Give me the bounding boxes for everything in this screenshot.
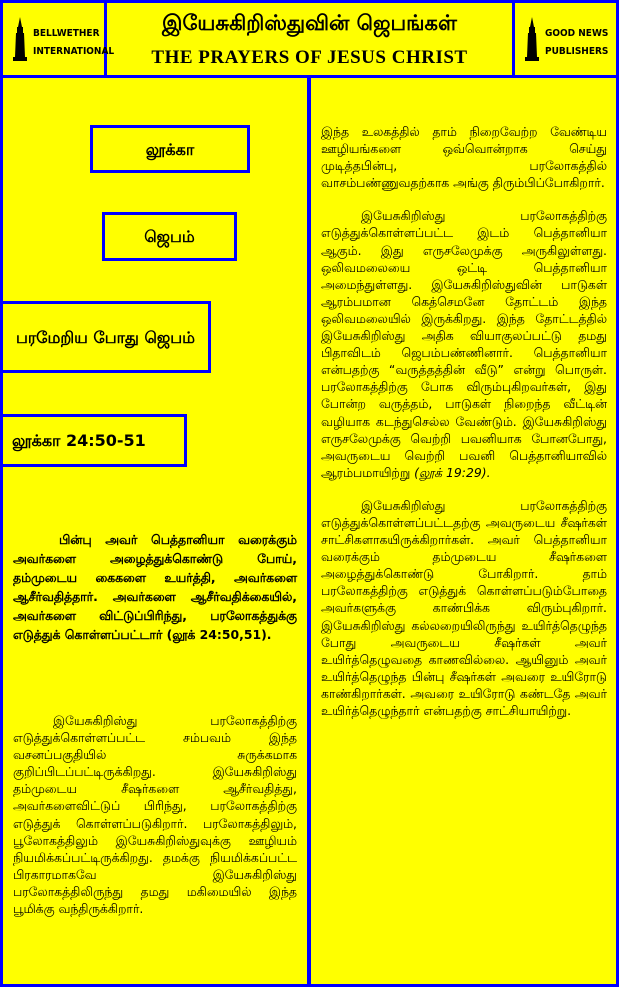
right-paragraph-2-text: இயேசுகிறிஸ்து பரலோகத்திற்கு எடுத்துக்கொள்ளப்பட்ட இடம் பெத்தானியா ஆகும். இது எருசலேமுக்கு அருகிலுள்ளது. ஒலிவமலையை ஒட்டி பெத்தானியா அமைந்துள்ளது. இயேசுகிறிஸ்துவின் பாடுகள் ஆரம்பமான கெத்செமனே தோட்டம் இந்த ஒலிவமலையில் இருக்கிறது. இந்த தோட்டத்தில் இயேசுகிறிஸ்து அதிக வியாகுலப்பட்டு தமது பிதாவிடம் ஜெபம்பண்ணினார். பெத்தானியா என்பதற்கு “வருத்தத்தின் வீடு” என்று பொருள். பரலோகத்திற்கு போக விரும்புகிறவர்கள், இது போன்ற வருத்தம், பாடுகள் நிறைந்த வீட்டின் வழியாக கடந்துசெல்ல வேண்டும். இயேசுகிறிஸ்து எருசலேமுக்கு வெற்றி பவனியாக போனபோது, அவருடைய வெற்றி பவனி பெத்தானியாவில் ஆரம்பமாயிற்று bbox=[321, 208, 607, 480]
right-paragraph-1: இந்த உலகத்தில் தாம் நிறைவேற்ற வேண்டிய ஊழியங்களை ஒவ்வொன்றாக செய்து முடித்தபின்பு, பரலோகத்தில் வாசம்பண்ணுவதற்காக அங்கு திரும்பிப்போகிறார். bbox=[321, 124, 607, 191]
scripture-verse: பின்பு அவர் பெத்தானியா வரைக்கும் அவர்களை அழைத்துக்கொண்டு போய், தம்முடைய கைகளை உயர்த்தி, அவர்களை ஆசீர்வதித்தார். அவர்களை ஆசீர்வதிக்கையில், அவர்களை விட்டுப்பிரிந்து, பரலோகத்துக்கு எடுத்துக் கொள்ளப்பட்டார் (லூக் 24:50,51). bbox=[13, 532, 297, 643]
good-news-logo-text bbox=[545, 25, 608, 61]
reference-tag: லூக்கா 24:50-51 bbox=[0, 414, 187, 467]
right-paragraph-3: இயேசுகிறிஸ்து பரலோகத்திற்கு எடுத்துக்கொள்ளப்பட்டதற்கு அவருடைய சீஷர்கள் சாட்சிகளாகயிருக்கிறார்கள். அவர் பெத்தானியா வரைக்கும் தம்முடைய சீஷர்களை அழைத்துக்கொண்டு போகிறார். தாம் பரலோகத்திற்கு எடுத்துக் கொள்ளப்படும்போதை அவர்களுக்கு காண்பிக்க விரும்புகிறார். இயேசுகிறிஸ்து கல்லறையிலிருந்து உயிர்த்தெழுந்த போது அவருடைய சீஷர்கள் அவர் உயிர்த்தெழுவதை காணவில்லை. ஆயினும் அவர் உயிர்த்தெழுந்த பின்பு சீஷர்கள் அவரை உயிரோடு காண்கிறார்கள். அவரை உயிரோடு கண்டதே அவர் உயிர்த்தெழுந்தார் என்பதற்கு சாட்சியாயிற்று. bbox=[321, 497, 607, 718]
tower-icon bbox=[13, 17, 27, 61]
logo-right-line2: PUBLISHERS bbox=[545, 46, 609, 57]
tower-icon bbox=[525, 17, 539, 61]
column-divider bbox=[307, 78, 311, 987]
type-tag: ஜெபம் bbox=[102, 212, 237, 261]
logo-left-line2: INTERNATIONAL bbox=[33, 46, 115, 57]
bellwether-logo bbox=[3, 3, 115, 75]
title-box bbox=[112, 3, 507, 75]
bellwether-logo-text bbox=[33, 25, 114, 61]
right-column bbox=[321, 123, 607, 735]
right-paragraph-2 bbox=[321, 207, 607, 481]
logo-right-line1: GOOD NEWS bbox=[545, 28, 609, 39]
book-tag: லூக்கா bbox=[90, 125, 250, 173]
title-english: THE PRAYERS OF JESUS CHRIST bbox=[151, 47, 468, 68]
scripture-citation: (லூக் 19:29). bbox=[414, 464, 491, 480]
event-tag: பரமேறிய போது ஜெபம் bbox=[0, 301, 211, 373]
logo-left-line1: BELLWETHER bbox=[33, 28, 100, 39]
good-news-logo bbox=[512, 3, 616, 75]
title-tamil: இயேசுகிறிஸ்துவின் ஜெபங்கள் bbox=[162, 11, 457, 35]
left-paragraph: இயேசுகிறிஸ்து பரலோகத்திற்கு எடுத்துக்கொள்ளப்பட்ட சம்பவம் இந்த வசனப்பகுதியில் சுருக்கமாக குறிப்பிடப்பட்டிருக்கிறது. இயேசுகிறிஸ்து தம்முடைய சீஷர்களை ஆசீர்வதித்து, அவர்களைவிட்டுப் பிரிந்து, பரலோகத்திற்கு எடுத்துக் கொள்ளப்படுகிறார். பரலோகத்திலும், பூலோகத்திலும் இயேசுகிறிஸ்துவுக்கு ஊழியம் நியமிக்கப்பட்டிருக்கிறது. தமக்கு நியமிக்கப்பட்ட பிரகாரமாகவே இயேசுகிறிஸ்து பரலோகத்திலிருந்து தமது மகிமையில் இந்த பூமிக்கு வந்திருக்கிறார். bbox=[13, 713, 297, 917]
